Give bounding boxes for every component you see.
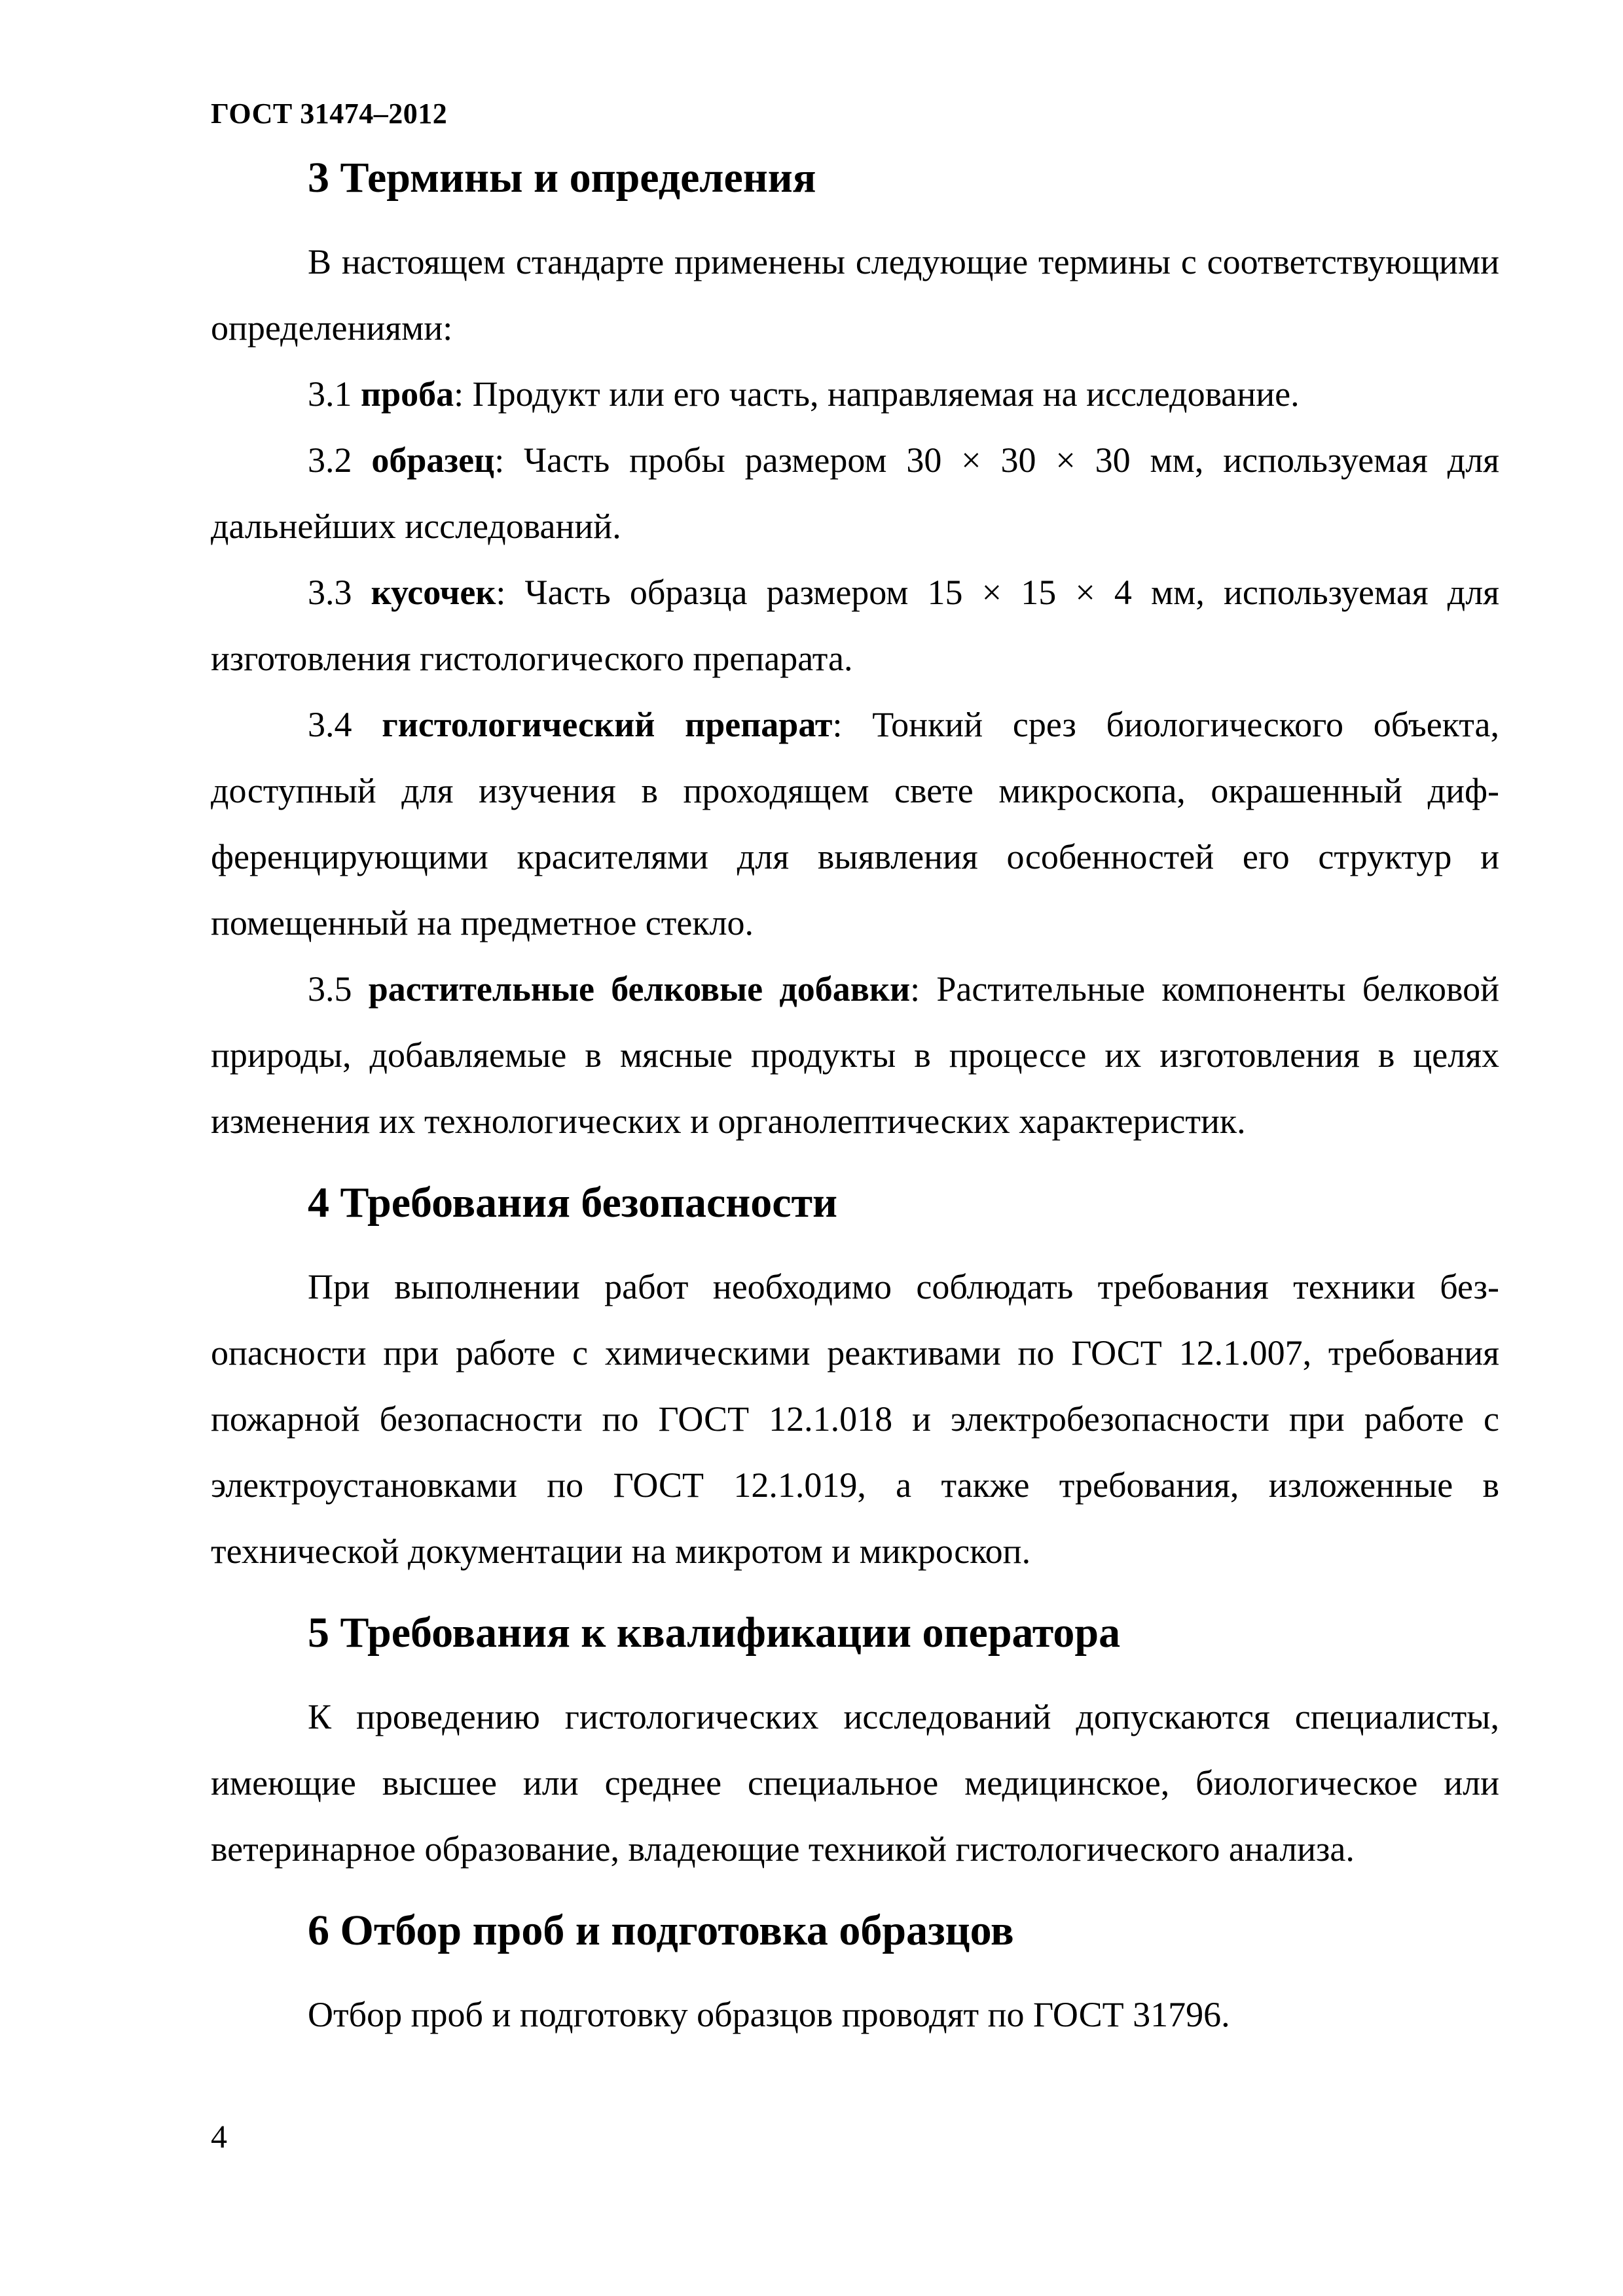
term-name: кусочек <box>371 573 496 612</box>
term-definition-3-4 <box>211 692 1499 956</box>
spacer <box>211 1957 1499 1982</box>
document-body <box>211 152 1499 2048</box>
term-definition: : Тонкий срез биологического объекта, доступный для изучения в проходящем свете микроскопа, окрашенный дифференцирующими красителями для выявления особенностей его структур и помещенный на предметное стекло. <box>211 705 1499 942</box>
term-definition-3-3 <box>211 560 1499 692</box>
term-number: 3.3 <box>308 573 371 612</box>
section-heading-terms: 3 Термины и определения <box>308 154 816 202</box>
term-number: 3.4 <box>308 705 382 744</box>
spacer <box>211 1229 1499 1254</box>
section-heading-safety: 4 Требования безопасности <box>308 1179 838 1227</box>
term-name: образец <box>371 440 495 480</box>
spacer <box>211 1882 1499 1905</box>
term-name: гистологический препарат <box>382 705 833 744</box>
term-name: растительные белковые добавки <box>368 969 911 1009</box>
term-definition-3-2 <box>211 427 1499 560</box>
spacer <box>211 1659 1499 1684</box>
section-heading-sampling: 6 Отбор проб и подготовка образцов <box>308 1907 1014 1954</box>
spacer <box>211 1155 1499 1177</box>
term-definition: : Растительные компоненты белковой природы, добавляемые в мясные продукты в процессе их изготовления в целях изменения их технологических и органолептических характеристик. <box>211 969 1499 1141</box>
term-definition: : Часть образца размером 15 × 15 × 4 мм, используемая для изготовления гистологического препарата. <box>211 573 1499 678</box>
term-number: 3.2 <box>308 440 372 480</box>
section-heading-qualification: 5 Требования к квалификации оператора <box>308 1609 1121 1657</box>
section-intro-paragraph: В настоящем стандарте применены следующие термины с соответствующими определениями: <box>211 242 1499 348</box>
safety-requirements-paragraph: При выполнении работ необходимо соблюдать требования техники безопасности при работе с химическими реактивами по ГОСТ 12.1.007, требования пожарной безопасности по ГОСТ 12.1.018 и электробезопасности при работе с электроустановками по ГОСТ 12.1.019, а также требования, изложенные в технической документации на микротом и микроскоп. <box>211 1267 1499 1571</box>
term-number: 3.5 <box>308 969 369 1009</box>
page-number: 4 <box>211 2118 227 2155</box>
spacer <box>211 204 1499 229</box>
document-code-header: ГОСТ 31474–2012 <box>211 98 448 130</box>
term-name: проба <box>361 374 454 414</box>
spacer <box>211 1585 1499 1607</box>
sampling-paragraph: Отбор проб и подготовку образцов проводят по ГОСТ 31796. <box>308 1995 1230 2034</box>
term-definition: : Продукт или его часть, направляемая на исследование. <box>454 374 1300 414</box>
term-number: 3.1 <box>308 374 361 414</box>
term-definition: : Часть пробы размером 30 × 30 × 30 мм, используемая для дальнейших исследований. <box>211 440 1499 546</box>
qualification-paragraph: К проведению гистологических исследований допускаются специалисты, имеющие высшее или среднее специальное медицинское, биологическое или ветеринарное образование, владеющие техникой гистологического анализа. <box>211 1697 1499 1869</box>
term-definition-3-5 <box>211 956 1499 1155</box>
term-definition-3-1 <box>211 361 1499 427</box>
